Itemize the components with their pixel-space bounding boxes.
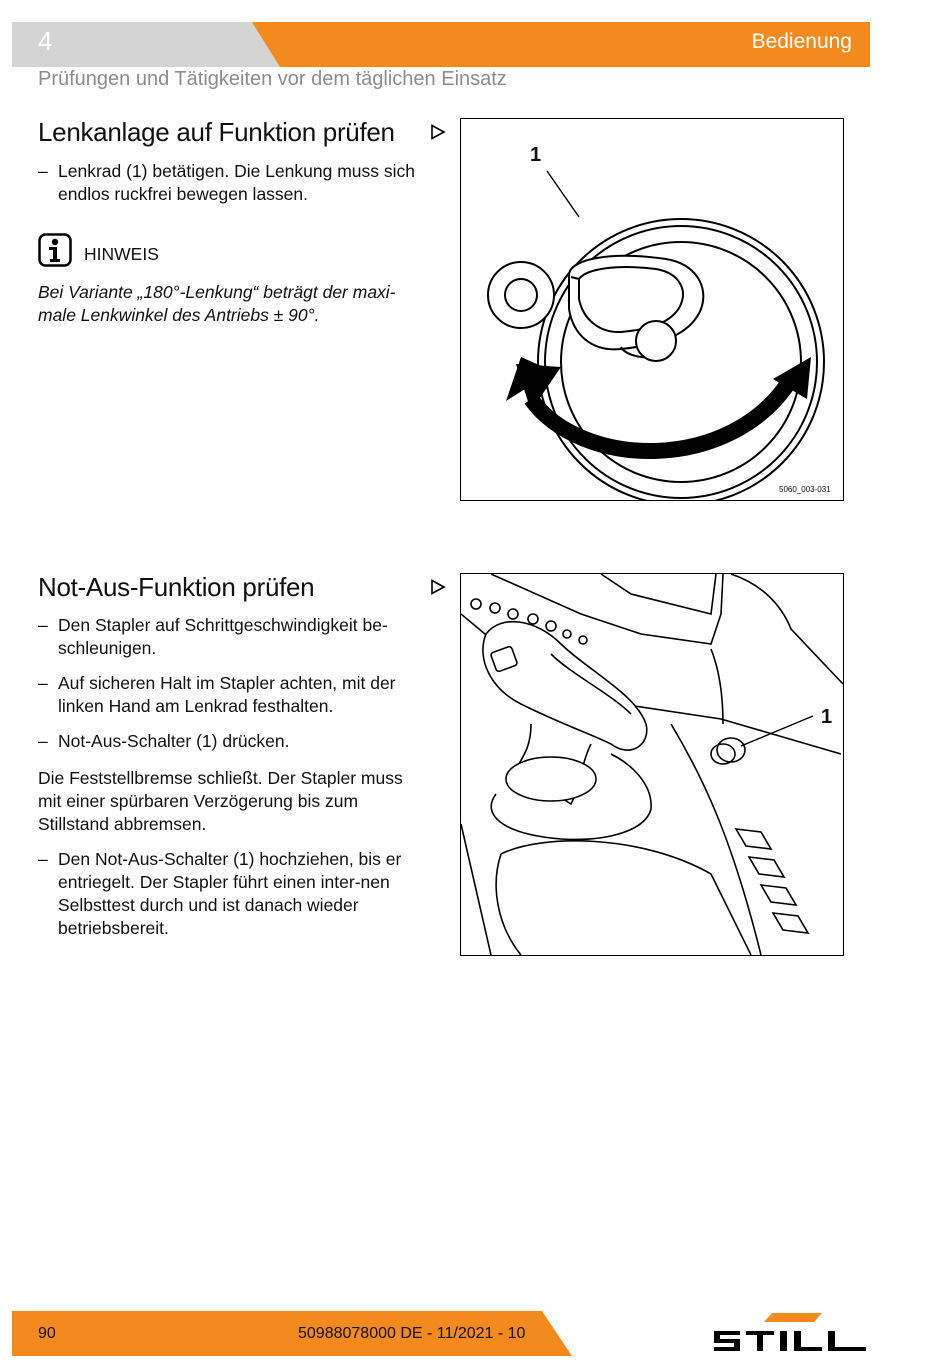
figure-steering-wheel (460, 118, 844, 501)
document-reference: 50988078000 DE - 11/2021 - 10 (298, 1325, 526, 1342)
emergency-steps-a (38, 614, 423, 765)
control-panel-illustration (461, 574, 843, 955)
triangle-marker-icon (430, 124, 446, 140)
section-title-steering: Lenkanlage auf Funktion prüfen (38, 117, 395, 147)
note-text: Bei Variante „180°-Lenkung“ beträgt der maxi-male Lenkwinkel des Antriebs ± 90°. (38, 282, 396, 325)
list-item: – Auf sicheren Halt im Stapler achten, mit der linken Hand am Lenkrad festhalten. (38, 672, 423, 718)
section-title-emergency-stop: Not-Aus-Funktion prüfen (38, 572, 315, 602)
still-logo (710, 1311, 870, 1359)
list-item: – Lenkrad (1) betätigen. Die Lenkung muss sich endlos ruckfrei bewegen lassen. (38, 160, 423, 206)
callout-number: 1 (530, 144, 542, 166)
callout-number: 1 (821, 706, 833, 728)
list-item: – Den Stapler auf Schrittgeschwindigkeit be-schleunigen. (38, 614, 423, 660)
page-number: 90 (38, 1325, 56, 1342)
triangle-marker-icon (430, 579, 446, 595)
emergency-steps-b (38, 848, 423, 952)
list-item: – Not-Aus-Schalter (1) drücken. (38, 730, 423, 753)
steering-wheel-illustration (461, 119, 843, 500)
note-label: HINWEIS (84, 244, 159, 264)
result-text: Die Feststellbremse schließt. Der Stapler muss mit einer spürbaren Verzögerung bis zum Stillstand abbremsen. (38, 768, 403, 834)
page-subtitle: Prüfungen und Tätigkeiten vor dem täglichen Einsatz (38, 68, 507, 90)
info-icon (38, 233, 72, 267)
steering-steps (38, 160, 423, 218)
figure-emergency-stop (460, 573, 844, 956)
section-name: Bedienung (751, 30, 852, 53)
list-item: – Den Not-Aus-Schalter (1) hochziehen, bis er entriegelt. Der Stapler führt einen inter-nen Selbsttest durch und ist danach wieder betriebsbereit. (38, 848, 423, 940)
figure-id: 5060_003-031 (779, 485, 831, 494)
chapter-number: 4 (38, 26, 53, 56)
